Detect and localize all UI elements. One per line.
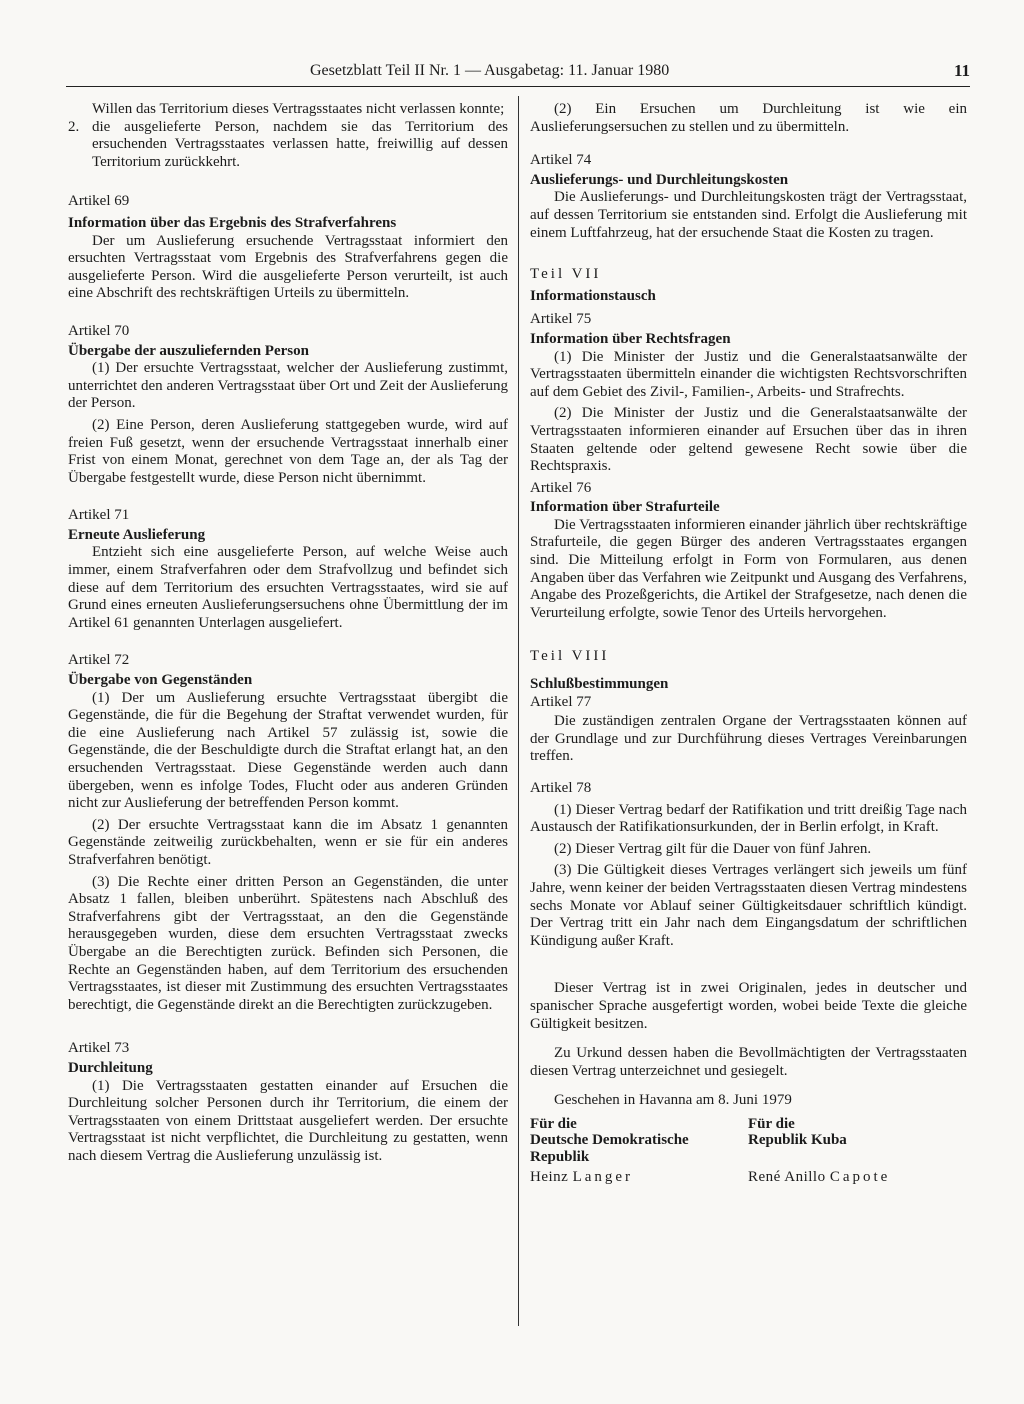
article-78-number: Artikel 78 [530, 780, 592, 796]
left-column [68, 101, 508, 1165]
article-69-number: Artikel 69 [68, 193, 130, 210]
signature-gdr [530, 1116, 740, 1187]
list-item-2 [68, 119, 508, 172]
article-73-number: Artikel 73 [68, 1040, 130, 1057]
list-item-text: die ausgelieferte Person, nachdem sie das Territorium des ersuchenden Vertragsstaates verlassen hatte, freiwillig auf dessen Territorium zurückkehrt. [92, 118, 508, 170]
party-line-3: Republik [530, 1148, 590, 1165]
article-70-paragraph-1: (1) Der ersuchte Vertragsstaat, welcher der Auslieferung zustimmt, unterrichtet den anderen Vertragsstaat über Ort und Zeit der Auslieferung der Person. [68, 360, 508, 412]
article-74-number: Artikel 74 [530, 152, 592, 169]
part-7-number: Teil VII [530, 266, 602, 283]
article-74-paragraph: Die Auslieferungs- und Durchleitungskosten trägt der Vertragsstaat, auf dessen Territorium sie entstanden sind. Erfolgt die Auslieferung mit einem Luftfahrzeug, hat der ersuchende Staat die Kosten zu tragen. [530, 189, 967, 241]
page-header [310, 60, 970, 82]
article-78-paragraph-2: (2) Dieser Vertrag gilt für die Dauer von fünf Jahren. [554, 840, 872, 857]
article-70-title: Übergabe der auszuliefernden Person [68, 342, 309, 359]
part-8-title: Schlußbestimmungen [530, 676, 669, 693]
right-column [530, 101, 967, 1206]
closing-witness: Zu Urkund dessen haben die Bevollmächtigten der Vertragsstaaten diesen Vertrag unterzeichnet und gesiegelt. [530, 1045, 967, 1079]
article-75-number: Artikel 75 [530, 311, 592, 328]
article-69-title: Information über das Ergebnis des Strafverfahrens [68, 214, 397, 231]
signature-block [530, 1116, 967, 1206]
article-77-paragraph: Die zuständigen zentralen Organe der Vertragsstaaten können auf der Grundlage und zur Durchführung dieses Vertrages Vereinbarungen treffen. [530, 713, 967, 765]
article-73-paragraph-2: (2) Ein Ersuchen um Durchleitung ist wie ein Auslieferungsersuchen zu stellen und zu übermitteln. [530, 101, 967, 135]
article-74-title: Auslieferungs- und Durchleitungskosten [530, 171, 789, 188]
signatory-first-name: René Anillo [748, 1169, 826, 1186]
article-73-paragraph-1: (1) Die Vertragsstaaten gestatten einander auf Ersuchen die Durchleitung solcher Personen durch ihr Territorium, die einem der Vertragsstaaten von einem Drittstaat ausgeliefert werden. Der ersuchte Vertragsstaat ist nicht verpflichtet, die Durchleitung zu gestatten, wenn nach diesem Vertrag die Auslieferung unzulässig ist. [68, 1077, 508, 1164]
article-71-paragraph: Entzieht sich eine ausgelieferte Person, auf welche Weise auch immer, einem Strafverfahren oder dem Strafvollzug und befindet sich diese auf dem Territorium des ersuchten Vertragsstaates, wird sie auf Grund eines erneuten Auslieferungsersuchens ohne Übermittlung der im Artikel 61 genannten Unterlagen ausgeliefert. [68, 544, 508, 631]
header-rule [66, 86, 970, 87]
party-line-2: Republik Kuba [748, 1132, 847, 1149]
continued-item-1: Willen das Territorium dieses Vertragsstaates nicht verlassen konnte; [92, 101, 505, 117]
article-70-paragraph-2: (2) Eine Person, deren Auslieferung stattgegeben wurde, wird auf freien Fuß gesetzt, wenn der ersuchende Vertragsstaat innerhalb einer Frist von einem Monat, gerechnet von dem Tage an, der als Tag der Übergabe festgestellt wurde, diese Person nicht übernimmt. [68, 416, 508, 486]
article-77-number: Artikel 77 [530, 693, 592, 710]
article-71-number: Artikel 71 [68, 507, 130, 524]
article-75-paragraph-2: (2) Die Minister der Justiz und die Generalstaatsanwälte der Vertragsstaaten informieren einander auf Ersuchen über das in ihren Staaten geltende oder geltend gewesene Recht sowie über die Rechtspraxis. [530, 405, 967, 475]
place-and-date: Geschehen in Havanna am 8. Juni 1979 [554, 1092, 792, 1109]
part-7-title: Informationstausch [530, 287, 656, 304]
article-72-title: Übergabe von Gegenständen [68, 672, 253, 689]
article-72-paragraph-1: (1) Der um Auslieferung ersuchte Vertragsstaat übergibt die Gegenstände, die für die Begehung der Straftat verwendet wurden, für die eine Auslieferung nach Artikel 57 zulässig ist, sowie die Gegenstände, die der Beschuldigte durch die Straftat erlangt hat, an den ersuchenden Vertragsstaat. Diese Gegenstände werden auch dann übergeben, wenn es infolge Todes, Flucht oder aus anderen Gründen nicht zur Auslieferung der betreffenden Person kommt. [68, 689, 508, 812]
signatory-last-name: Langer [572, 1169, 634, 1186]
gazette-title: Gesetzblatt Teil II Nr. 1 — Ausgabetag: 11. Januar 1980 [310, 62, 670, 79]
article-78-paragraph-3: (3) Die Gültigkeit dieses Vertrages verlängert sich jeweils um fünf Jahre, wenn keiner der beiden Vertragsstaaten diesen Vertrag mindestens sechs Monate vor Ablauf seiner Gültigkeitsdauer schriftlich kündigt. Der Vertrag tritt ein Jahr nach dem Eingangsdatum der schriftlichen Kündigung außer Kraft. [530, 862, 967, 949]
party-line-1: Für die [748, 1115, 795, 1132]
closing-languages: Dieser Vertrag ist in zwei Originalen, jedes in deutscher und spanischer Sprache ausgefertigt worden, wobei beide Texte die gleiche Gültigkeit besitzen. [530, 980, 967, 1032]
article-76-number: Artikel 76 [530, 479, 592, 496]
article-75-title: Information über Rechtsfragen [530, 330, 731, 347]
article-78-paragraph-1: (1) Dieser Vertrag bedarf der Ratifikation und tritt dreißig Tage nach Austausch der Ratifikationsurkunden, der in Berlin erfolgt, in Kraft. [530, 801, 967, 836]
article-75-paragraph-1: (1) Die Minister der Justiz und die Generalstaatsanwälte der Vertragsstaaten übermitteln einander die wichtigsten Rechtsvorschriften auf dem Gebiet des Zivil-, Familien-, Arbeits- und Strafrechts. [530, 348, 967, 400]
signatory-last-name: Capote [829, 1169, 891, 1186]
part-8-number: Teil VIII [530, 648, 610, 665]
article-72-paragraph-3: (3) Die Rechte einer dritten Person an Gegenständen, die unter Absatz 1 fallen, bleiben unberührt. Spätestens nach Abschluß des Strafverfahrens gibt der Vertragsstaat, an den die Gegenstände herausgegeben wurden, diese dem ersuchten Vertragsstaat zwecks Übergabe an die Berechtigten zurück. Befinden sich Personen, die Rechte an Gegenständen haben, auf dem Territorium des ersuchenden Vertragsstaates, ist dieser mit Zustimmung des ersuchten Vertragsstaates berechtigt, die Gegenstände direkt an die Berechtigten zurückzugeben. [68, 873, 508, 1013]
article-70-number: Artikel 70 [68, 322, 130, 339]
article-72-paragraph-2: (2) Der ersuchte Vertragsstaat kann die im Absatz 1 genannten Gegenstände zeitweilig zurückbehalten, wenn er sie für ein anderes Strafverfahren benötigt. [68, 816, 508, 868]
article-72-number: Artikel 72 [68, 652, 130, 669]
article-69-paragraph: Der um Auslieferung ersuchende Vertragsstaat informiert den ersuchten Vertragsstaat vom Ergebnis des Strafverfahrens gegen die ausgelieferte Person. Wird die ausgelieferte Person verurteilt, ist auch eine Abschrift des rechtskräftigen Urteils zu übermitteln. [68, 232, 508, 302]
article-76-paragraph: Die Vertragsstaaten informieren einander jährlich über rechtskräftige Strafurteile, die gegen Bürger des anderen Vertragsstaates ergangen sind. Die Mitteilung erfolgt in Form von Formularen, aus denen Angaben über das Verfahren wie Zeitpunkt und Ausgang des Verfahrens, Angabe des Prozeßgerichts, die Artikel der Strafgesetze, nach denen die Verurteilung erfolgte, sowie Tenor des Urteils hervorgehen. [530, 516, 967, 621]
page-number: 11 [953, 61, 970, 80]
party-line-1: Für die [530, 1115, 577, 1132]
article-73-title: Durchleitung [68, 1059, 153, 1076]
signature-cuba [748, 1116, 958, 1187]
column-divider [518, 96, 519, 1326]
article-71-title: Erneute Auslieferung [68, 526, 206, 543]
signatory-name [748, 1169, 958, 1187]
signatory-name [530, 1169, 740, 1187]
article-76-title: Information über Strafurteile [530, 499, 720, 516]
signatory-first-name: Heinz [530, 1169, 569, 1186]
party-line-2: Deutsche Demokratische [530, 1132, 689, 1149]
list-item-number: 2. [68, 118, 80, 135]
